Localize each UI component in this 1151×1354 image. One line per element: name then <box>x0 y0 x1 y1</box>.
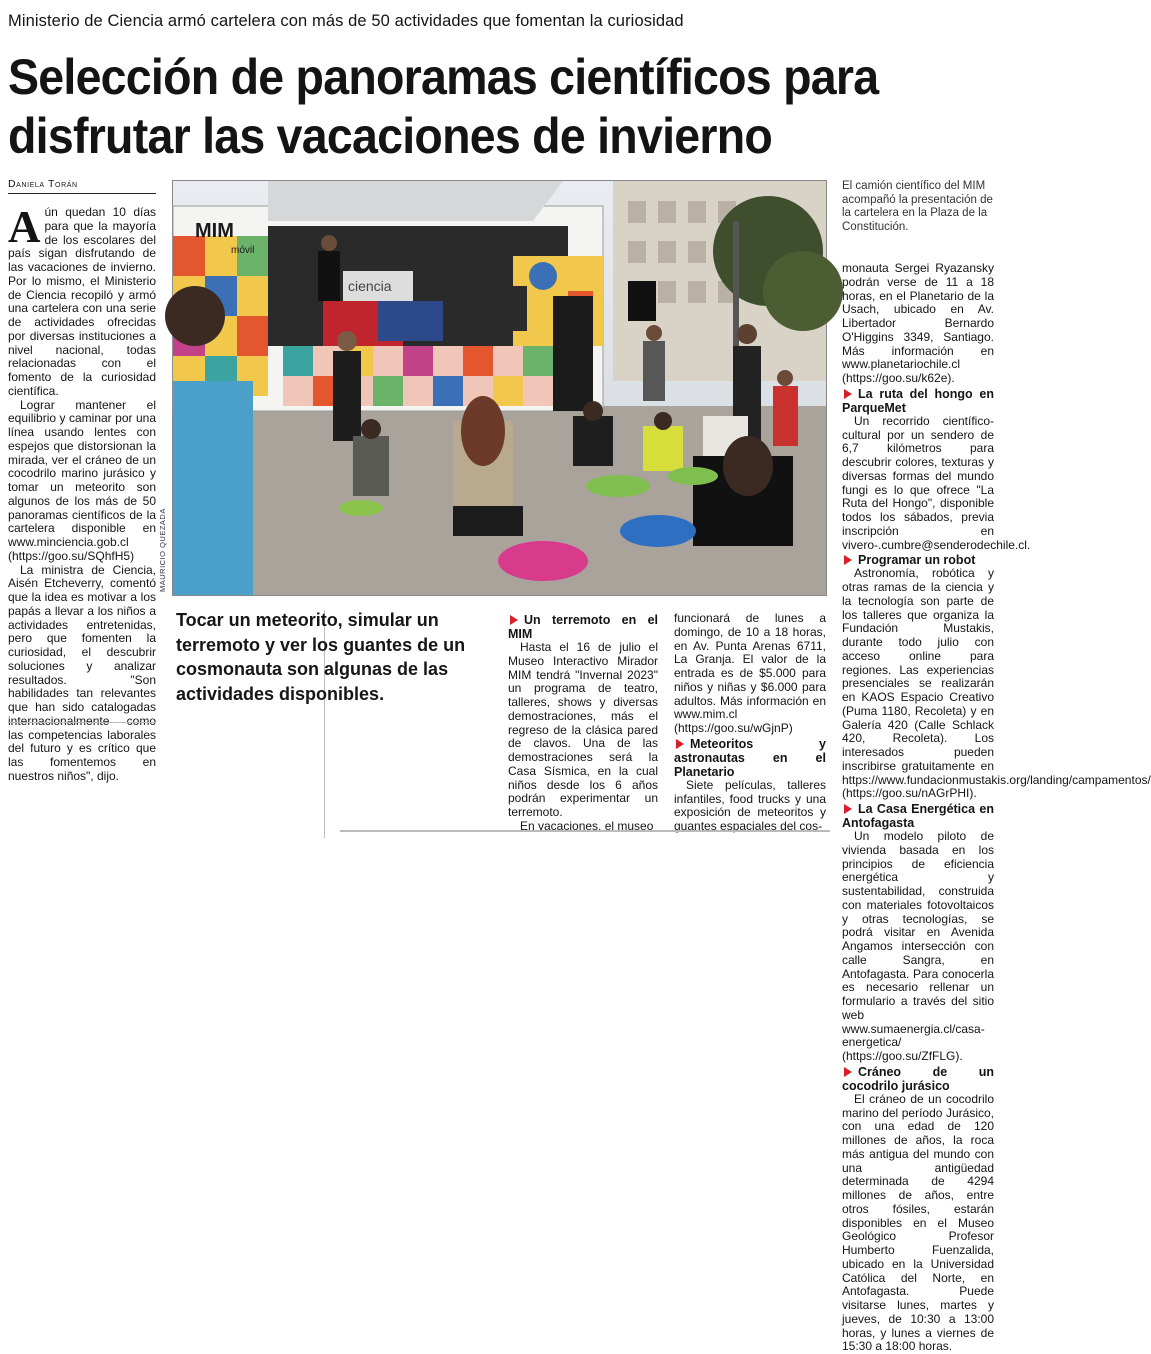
photo-credit: MAURICIO QUEZADA <box>158 508 167 592</box>
red-triangle-icon <box>844 389 852 399</box>
column-1 <box>8 202 156 784</box>
headline-line-1: Selección de panoramas científicos para <box>8 49 879 105</box>
section-heading: Cráneo de un cocodrilo jurásico <box>842 1064 994 1093</box>
section-heading: Un terremoto en el MIM <box>508 613 658 641</box>
column-4 <box>842 261 1151 1354</box>
paragraph: La ministra de Ciencia, Aisén Etcheverry, comentó que la idea es motivar a los papás a llevar a los niños a actividades entretenidas, pero que fomenten la curiosidad, el descubrir soluciones y analizar resultados. "Son habilidades tan relevantes que han sido catalogadas internacionalmente como las competencias laborales del futuro y es crítico que las fomentemos en nuestros niños", dijo. <box>8 562 156 783</box>
article-kicker: Ministerio de Ciencia armó cartelera con más de 50 actividades que fomentan la curiosidad <box>8 12 684 30</box>
bottom-band-rule <box>340 830 830 832</box>
paragraph: Un recorrido científico-cultural por un sendero de 6,7 kilómetros para descubrir colores, texturas y diversas formas del mundo fungi es lo que ofrece "La Ruta del Hongo", disponible todos los sábados, previa inscripción en vivero-.cumbre@senderodechile.cl. <box>842 413 1031 552</box>
red-triangle-icon <box>510 615 518 625</box>
byline: Daniela Torán <box>8 178 156 194</box>
red-triangle-icon <box>844 555 852 565</box>
paragraph: En vacaciones, el museo <box>520 818 654 833</box>
truck-sign-sub: móvil <box>231 245 255 256</box>
paragraph: Un modelo piloto de vivienda basada en los principios de eficiencia energética y sustentabilidad, construida con materiales fotovoltaicos y otras tecnologías, se podrá visitar en Avenida Angamos intersección con calle Sangra, en Antofagasta. Para conocerla es necesario rellenar un formulario a través del sitio web www.sumaenergia.cl/casa-energetica/ (https://goo.su/ZfFLG). <box>842 829 994 1063</box>
paragraph: monauta Sergei Ryazansky podrán verse de 11 a 18 horas, en el Planetario de la Usach, ubicado en Av. Libertador Bernardo O'Higgins 3349, Santiago. Más información en www.planetariochile.cl (https://goo.su/k62e). <box>842 261 994 385</box>
pull-quote: Tocar un meteorito, simular un terremoto y ver los guantes de un cosmonauta son algunas de las actividades disponibles. <box>176 610 466 704</box>
paragraph: Astronomía, robótica y otras ramas de la ciencia y la tecnología son parte de los talleres que organiza la Fundación Mustakis, durante todo julio con acceso online para regiones. Las experiencias presenciales se realizarán en KAOS Espacio Creativo (Puma 1180, Recoleta) y en Galería 420 (Calle Schlack 420, Recoleta). Los interesados pueden inscribirse gratuitamente en https://www.fundacionmustakis.org/landing/campamentos/ (https://goo.su/nAGrPHI). <box>842 566 1151 801</box>
article-headline <box>8 48 924 166</box>
lead-paragraph: Aún quedan 10 días para que la mayoría de los escolares del país sigan disfrutando de las vacaciones de invierno. Por lo mismo, el Ministerio de Ciencia recopiló y armó una cartelera con una serie de actividades ofrecidas por diversas instituciones a nivel nacional, todas relacionadas con el fomento de la curiosidad científica. <box>8 202 156 398</box>
truck-banner-text: ciencia <box>348 278 392 294</box>
section-heading: Programar un robot <box>842 553 994 567</box>
red-triangle-icon <box>844 1067 852 1077</box>
red-triangle-icon <box>844 804 852 814</box>
section-heading: La ruta del hongo en ParqueMet <box>842 386 994 415</box>
paragraph: Hasta el 16 de julio el Museo Interactivo Mirador MIM tendrá "Invernal 2023" un programa de teatro, talleres, shows y diversas demostraciones, más el regreso de la clásica pared de clavos. Una de las demostraciones será la Casa Sísmica, en la cual niños desde los 6 años podrán experimentar un terremoto. <box>508 640 658 819</box>
headline-line-2: disfrutar las vacaciones de invierno <box>8 108 773 164</box>
paragraph: Siete películas, talleres infantiles, food trucks y una exposición de meteoritos y guantes espaciales del cos- <box>674 777 826 833</box>
paragraph: El cráneo de un cocodrilo marino del período Jurásico, con una edad de 120 millones de años, la roca más antigua del mundo con una antigüedad determinada de 4294 millones de años, entre otros fósiles, estarán disponibles en el Museo Geológico Profesor Humberto Fuenzalida, ubicado en la Universidad Católica del Norte, en Antofagasta. Puede visitarse lunes, martes y jueves, de 10:30 a 13:00 horas, y lunes a viernes de 15:30 a 18:00 horas. <box>842 1091 994 1354</box>
paragraph: Lograr mantener el equilibrio y caminar por una línea usando lentes con espejos que distorsionan la mirada, ver el cráneo de un cocodrilo marino jurásico y tomar un meteorito son algunos de los más de 50 panoramas científicos de la cartelera disponible en www.minciencia.gob.cl (https://goo.su/SQhfH5) <box>8 397 156 563</box>
truck-sign-brand: MIM <box>195 220 234 242</box>
dropcap: A <box>8 202 41 252</box>
science-truck-scene-illustration <box>173 181 826 595</box>
main-photo <box>172 180 827 596</box>
paragraph: funcionará de lunes a domingo, de 10 a 18 horas, en Av. Punta Arenas 6711, La Granja. El valor de la entrada es de $5.000 para niños y niñas y $6.000 para adultos. Más información en www.mim.cl (https://goo.su/wGjnP) <box>674 611 826 735</box>
section-heading: La Casa Energética en Antofagasta <box>842 802 994 830</box>
photo-caption: El camión científico del MIM acompañó la presentación de la cartelera en la Plaza de la Constitución. <box>842 180 993 233</box>
column-2 <box>508 612 658 834</box>
column-1-end-rule <box>8 722 156 723</box>
section-heading: Meteoritos y astronautas en el Planetario <box>674 736 826 779</box>
column-3 <box>674 612 826 834</box>
red-triangle-icon <box>676 739 684 749</box>
